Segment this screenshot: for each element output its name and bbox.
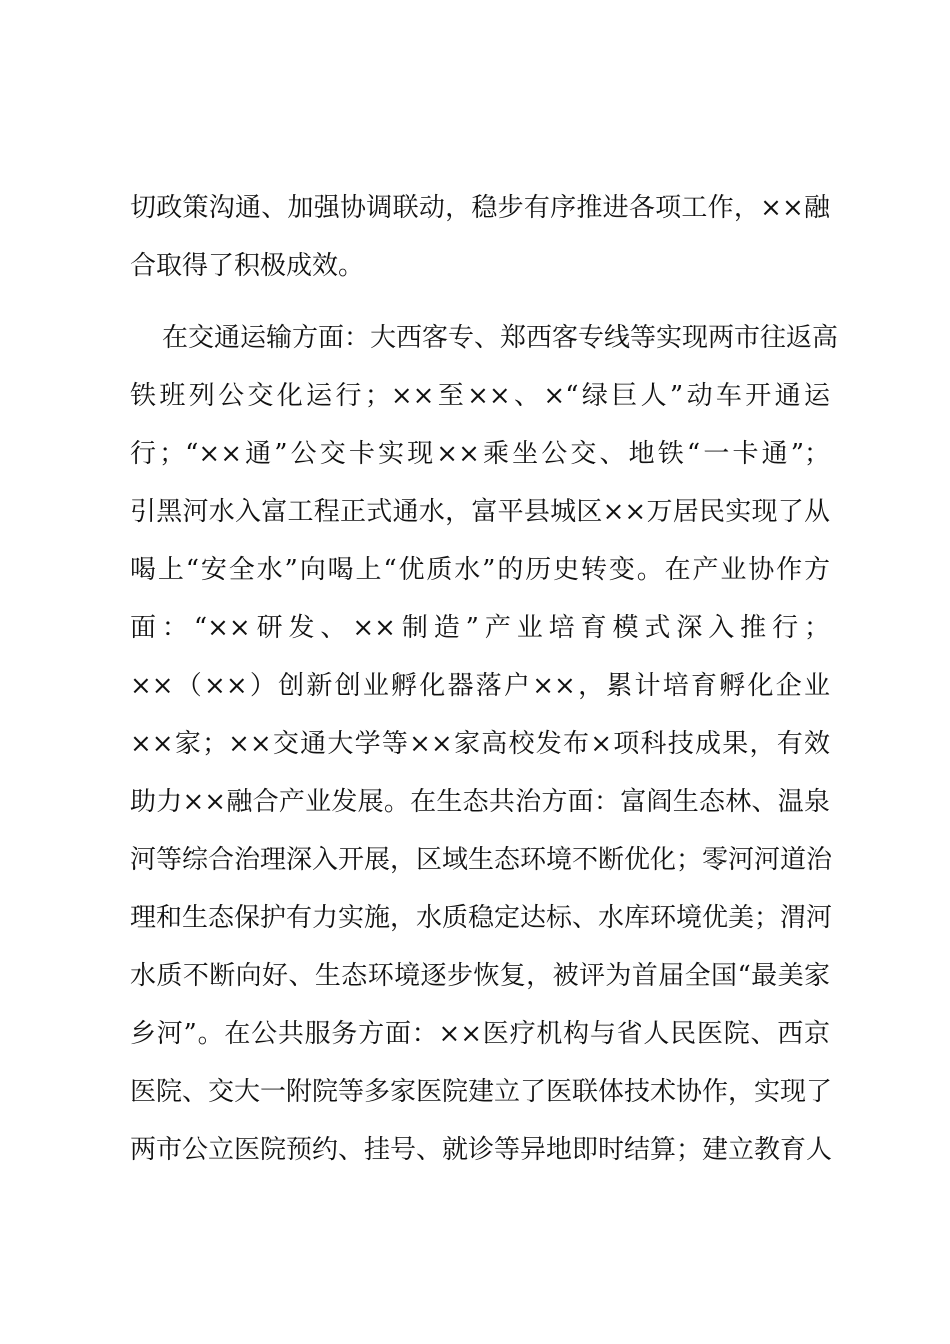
paragraph-2-line-1: 在交通运输方面：大西客专、郑西客专线等实现两市往返高 [162, 323, 839, 353]
paragraph-2-line-14: 医院、交大一附院等多家医院建立了医联体技术协作，实现了 [130, 1077, 833, 1107]
paragraph-2-line-4: 引黑河水入富工程正式通水，富平县城区××万居民实现了从 [130, 497, 830, 527]
paragraph-1-line-2: 合取得了积极成效。 [130, 251, 365, 281]
paragraph-2-line-7: ××（××）创新创业孵化器落户××，累计培育孵化企业 [130, 671, 830, 701]
paragraph-2-line-11: 理和生态保护有力实施，水质稳定达标、水库环境优美；渭河 [130, 903, 833, 933]
paragraph-2-line-12: 水质不断向好、生态环境逐步恢复，被评为首届全国“最美家 [130, 961, 830, 991]
paragraph-1-line-1: 切政策沟通、加强协调联动，稳步有序推进各项工作，××融 [130, 193, 830, 223]
paragraph-2-line-13: 乡河”。在公共服务方面：××医疗机构与省人民医院、西京 [130, 1019, 830, 1049]
paragraph-2-line-3: 行；“××通”公交卡实现××乘坐公交、地铁“一卡通”； [130, 439, 830, 469]
paragraph-2-line-10: 河等综合治理深入开展，区域生态环境不断优化；零河河道治 [130, 845, 833, 875]
paragraph-2-line-9: 助力××融合产业发展。在生态共治方面：富阎生态林、温泉 [130, 787, 830, 817]
paragraph-2-line-2: 铁班列公交化运行；××至××、×“绿巨人”动车开通运 [130, 381, 830, 411]
paragraph-2-line-6: 面：“××研发、××制造”产业培育模式深入推行； [130, 613, 830, 643]
paragraph-2-line-5: 喝上“安全水”向喝上“优质水”的历史转变。在产业协作方 [130, 555, 830, 585]
paragraph-2-line-8: ××家；××交通大学等××家高校发布×项科技成果，有效 [130, 729, 830, 759]
paragraph-2-line-15: 两市公立医院预约、挂号、就诊等异地即时结算；建立教育人 [130, 1135, 833, 1165]
